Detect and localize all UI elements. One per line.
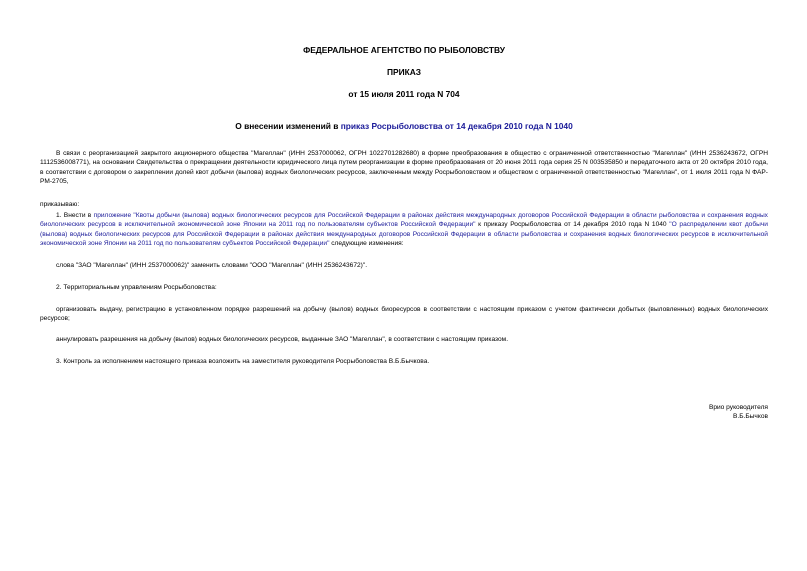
replace-line: слова "ЗАО "Магеллан" (ИНН 2537000062)" заменить словами "ООО "Магеллан" (ИНН 2536243672)". (56, 262, 368, 269)
item1-suffix: следующие изменения: (329, 240, 404, 248)
item1-mid: к приказу Росрыболовства от 14 декабря 2010 года N 1040 (475, 221, 670, 229)
item1-link-order[interactable]: "О распределении квот добычи (вылова) водных биологических ресурсов для Российской Федерации в районах действия международных договоров Российской Федерации в области рыболовства и сохранения водных биологических ресурсов в исключительной экономической зоне Японии на 2011 год по пользователям субъектов Российской Федерации" (40, 221, 768, 248)
agency-heading: ФЕДЕРАЛЬНОЕ АГЕНТСТВО ПО РЫБОЛОВСТВУ (303, 45, 505, 55)
signature-title: Врио руководителя (708, 404, 768, 411)
document-page (40, 0, 768, 571)
preamble-paragraph: В связи с реорганизацией закрытого акционерного общества "Магеллан" (ИНН 2537000062, ОГРН 1022701282680) в форме преобразования в общество с ограниченной ответственностью "Магеллан" (ИНН 2536243672, ОГРН 1112536008771), на основании Свидетельства о прекращении деятельности юридического лица путем реорганизации в форме преобразования от 20 июня 2011 года серия 25 N 003535850 и передаточного акта от 20 октября 2010 года, в соответствии с договором о закреплении долей квот добычи (вылова) водных биологических ресурсов, заключенным между Росрыболовством и обществом с ограниченной ответственностью "Магеллан", от 1 июля 2011 года N ФАР-РМ-2705, (40, 150, 768, 186)
signature-name: В.Б.Бычков (732, 413, 768, 420)
document-title (40, 121, 768, 131)
doc-type-heading: ПРИКАЗ (386, 67, 422, 77)
title-prefix: О внесении изменений в (235, 121, 341, 131)
item1-link-appendix[interactable]: приложение "Квоты добычи (вылова) водных биологических ресурсов для Российской Федерации в районах действия международных договоров Российской Федерации в области рыболовства и сохранения водных биологических ресурсов в исключительной экономической зоне Японии на 2011 год по пользователям субъектов Российской Федерации" (40, 212, 768, 229)
item2a-paragraph: организовать выдачу, регистрацию в установленном порядке разрешений на добычу (вылов) водных биоресурсов в соответствии с настоящим приказом с учетом фактически добытых (выловленных) водных биологических ресурсов; (40, 306, 768, 323)
item3-paragraph: 3. Контроль за исполнением настоящего приказа возложить на заместителя руководителя Росрыболовства В.Б.Бычкова. (56, 358, 430, 365)
item2-paragraph: 2. Территориальным управлениям Росрыболовства: (56, 284, 217, 291)
order-word: приказываю: (40, 201, 80, 208)
date-number-heading: от 15 июля 2011 года N 704 (348, 89, 460, 99)
title-link[interactable]: приказ Росрыболовства от 14 декабря 2010 года N 1040 (340, 121, 573, 131)
item1-paragraph (40, 211, 768, 249)
item1-prefix: 1. Внести в (56, 212, 94, 219)
item2b-paragraph: аннулировать разрешения на добычу (вылов) водных биологических ресурсов, выданные ЗАО "Магеллан", в соответствии с настоящим приказом. (56, 336, 509, 343)
